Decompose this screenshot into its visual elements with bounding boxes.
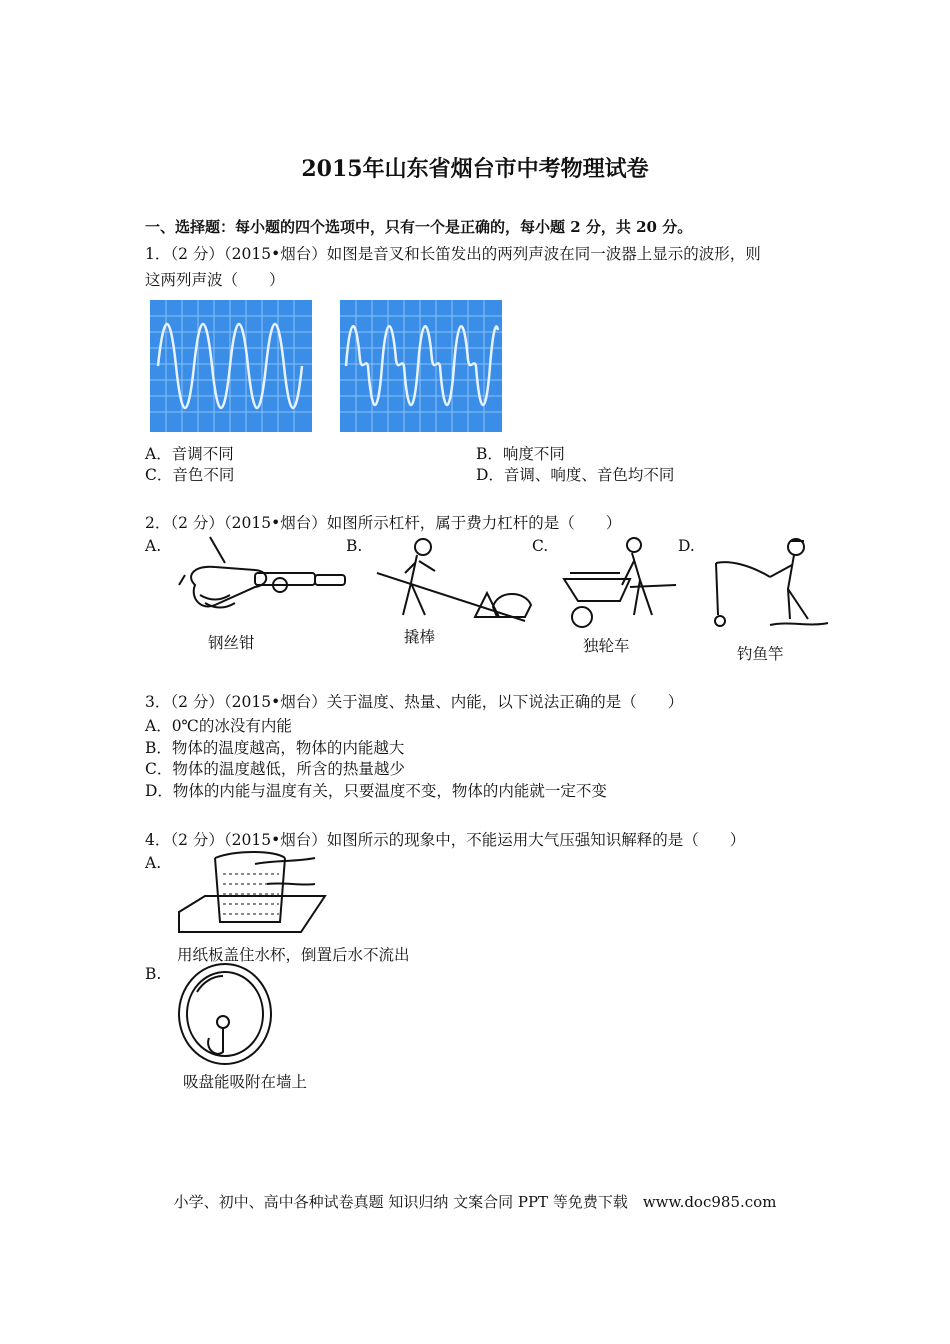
q3-option-c[interactable]: C．物体的温度越低，所含的热量越少 <box>145 760 405 778</box>
suction-cup-illustration <box>175 962 275 1067</box>
q4-stem: 4．（2 分）（2015•烟台）如图所示的现象中，不能运用大气压强知识解释的是（ ） <box>145 831 746 849</box>
footer-text: 小学、初中、高中各种试卷真题 知识归纳 文案合同 PPT 等免费下载 www.doc985.com <box>173 1193 777 1211</box>
inverted-cup-illustration <box>175 850 330 940</box>
q2-label-b[interactable]: B. <box>346 537 363 555</box>
q1-stem-line2: 这两列声波（ ） <box>145 271 285 289</box>
page-title: 2015年山东省烟台市中考物理试卷 <box>301 156 649 182</box>
q1-option-b[interactable]: B．响度不同 <box>476 445 565 463</box>
q1-option-c[interactable]: C．音色不同 <box>145 466 235 484</box>
oscilloscope-flute <box>340 300 502 432</box>
caption-pliers: 钢丝钳 <box>208 634 255 652</box>
q1-option-a[interactable]: A．音调不同 <box>145 445 234 463</box>
caption-suction-cup: 吸盘能吸附在墙上 <box>183 1073 308 1091</box>
caption-fishing-rod: 钓鱼竿 <box>737 645 784 663</box>
q1-stem-line1: 1．（2 分）（2015•烟台）如图是音叉和长笛发出的两列声波在同一波器上显示的波形，则 <box>145 245 761 263</box>
q2-label-d[interactable]: D. <box>678 537 695 555</box>
section-heading: 一、选择题：每小题的四个选项中，只有一个是正确的，每小题 2 分，共 20 分。 <box>145 218 693 236</box>
wheelbarrow-illustration <box>560 535 680 630</box>
q2-label-a[interactable]: A. <box>145 537 162 555</box>
caption-crowbar: 撬棒 <box>404 628 436 646</box>
q2-stem: 2．（2 分）（2015•烟台）如图所示杠杆，属于费力杠杆的是（ ） <box>145 514 622 532</box>
crowbar-illustration <box>375 535 535 625</box>
caption-cup: 用纸板盖住水杯，倒置后水不流出 <box>177 946 410 964</box>
caption-wheelbarrow: 独轮车 <box>583 637 630 655</box>
q4-label-a[interactable]: A. <box>145 854 162 872</box>
q3-option-d[interactable]: D．物体的内能与温度有关，只要温度不变，物体的内能就一定不变 <box>145 782 607 800</box>
q3-option-a[interactable]: A．0℃的冰没有内能 <box>145 717 292 735</box>
q4-label-b[interactable]: B. <box>145 965 162 983</box>
q2-label-c[interactable]: C. <box>532 537 549 555</box>
pliers-illustration <box>175 535 350 620</box>
q3-stem: 3．（2 分）（2015•烟台）关于温度、热量、内能，以下说法正确的是（ ） <box>145 693 684 711</box>
fishing-rod-illustration <box>710 535 830 640</box>
oscilloscope-tuning-fork <box>150 300 312 432</box>
q3-option-b[interactable]: B．物体的温度越高，物体的内能越大 <box>145 739 405 757</box>
q1-option-d[interactable]: D．音调、响度、音色均不同 <box>476 466 675 484</box>
